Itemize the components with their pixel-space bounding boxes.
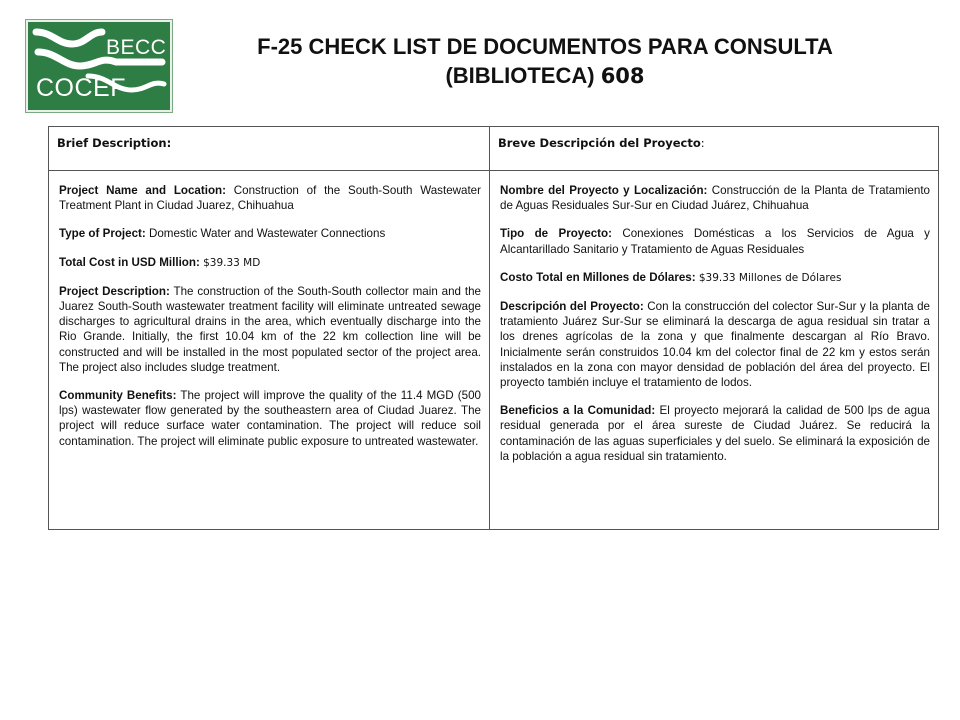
logo-text-becc: BECC <box>106 36 167 59</box>
descripcion-proyecto-text: Con la construcción del colector Sur-Sur y la planta de tratamiento Juárez Sur-Sur se eliminará la descarga de agua residual sin tratar a los drenes agrícolas de la zona y que finalmente descargan al Río Bravo. Inicialmente serán construidos 10.04 km del colector final de 22 km y estos serán instalados en la zona con mayor densidad de población del área del proyecto. El proyecto también incluye el tratamiento de lodos. <box>500 300 930 390</box>
table-header-row <box>49 127 939 171</box>
beneficios-comunidad-label: Beneficios a la Comunidad: <box>500 404 656 418</box>
community-benefits-text: The project will improve the quality of the 11.4 MGD (500 lps) wastewater flow generated by the southeastern area of Ciudad Juarez. The project will reduce surface water contamination. The project will reduce soil contamination. The project will eliminate public exposure to untreated wastewater. <box>59 389 481 448</box>
tipo-proyecto-paragraph <box>500 226 930 256</box>
project-type-label: Type of Project: <box>59 227 146 241</box>
header-breve-descripcion <box>490 127 939 171</box>
total-cost-label: Total Cost in USD Million: <box>59 255 200 269</box>
project-type-text: Domestic Water and Wastewater Connections <box>148 227 386 241</box>
project-type-paragraph <box>59 226 481 241</box>
beneficios-comunidad-text: El proyecto mejorará la calidad de 500 lps de agua residual generada por el área sureste de Ciudad Juárez. Se reducirá la contaminación de las aguas superficiales y del suelo. Se eliminará la exposición de la población a agua residual sin tratamiento. <box>500 404 930 463</box>
header-brief-description <box>49 127 490 171</box>
community-benefits-label: Community Benefits: <box>59 389 177 403</box>
project-name-text: Construction of the South-South Wastewater Treatment Plant in Ciudad Juarez, Chihuahua <box>59 184 481 213</box>
total-cost-value: $39.33 MD <box>203 256 261 269</box>
costo-total-label: Costo Total en Millones de Dólares: <box>500 270 696 284</box>
spanish-description-cell <box>490 171 939 530</box>
project-description-text: The construction of the South-South collector main and the Juarez South-South wastewater treatment facility will eliminate untreated sewage discharges to agricultural drains in the area, which eventually discharge into the Rio Grande. Initially, the first 10.04 km of the 22 km collection line will be constructed and will be installed in the most populated sector of the project area. The project also includes sludge treatment. <box>59 284 481 374</box>
header-colon: : <box>700 136 705 150</box>
title-biblioteca: (BIBLIOTECA) <box>445 63 595 88</box>
nombre-proyecto-text: Construcción de la Planta de Tratamiento de Aguas Residuales Sur-Sur en Ciudad Juárez, Chihuahua <box>500 184 930 213</box>
total-cost-paragraph <box>59 255 481 271</box>
header-brief-description-text: Brief Description: <box>57 136 172 150</box>
costo-total-paragraph <box>500 270 930 286</box>
nombre-proyecto-paragraph <box>500 183 930 213</box>
header-breve-descripcion-text: Breve Descripción del Proyecto <box>498 136 701 150</box>
logo-text-cocef: COCEF <box>36 74 126 102</box>
community-benefits-paragraph <box>59 388 481 449</box>
project-description-label: Project Description: <box>59 284 170 298</box>
tipo-proyecto-text: Conexiones Domésticas a los Servicios de Agua y Alcantarillado Sanitario y Tratamiento de Aguas Residuales <box>500 227 930 256</box>
project-name-paragraph <box>59 183 481 213</box>
tipo-proyecto-label: Tipo de Proyecto: <box>500 227 612 241</box>
english-description-cell <box>49 171 490 530</box>
descripcion-proyecto-paragraph <box>500 299 930 390</box>
costo-total-value: $39.33 Millones de Dólares <box>698 271 842 284</box>
becc-cocef-logo <box>26 20 172 112</box>
descripcion-proyecto-label: Descripción del Proyecto: <box>500 300 644 314</box>
page-title <box>200 32 890 91</box>
document-number: 608 <box>600 64 645 88</box>
table-body-row <box>49 171 939 530</box>
title-line-1: F-25 CHECK LIST DE DOCUMENTOS PARA CONSULTA <box>257 34 833 59</box>
project-description-paragraph <box>59 284 481 375</box>
description-table <box>48 126 939 530</box>
beneficios-comunidad-paragraph <box>500 403 930 464</box>
nombre-proyecto-label: Nombre del Proyecto y Localización: <box>500 184 708 197</box>
title-line-2 <box>200 61 890 91</box>
project-name-label: Project Name and Location: <box>59 184 226 197</box>
